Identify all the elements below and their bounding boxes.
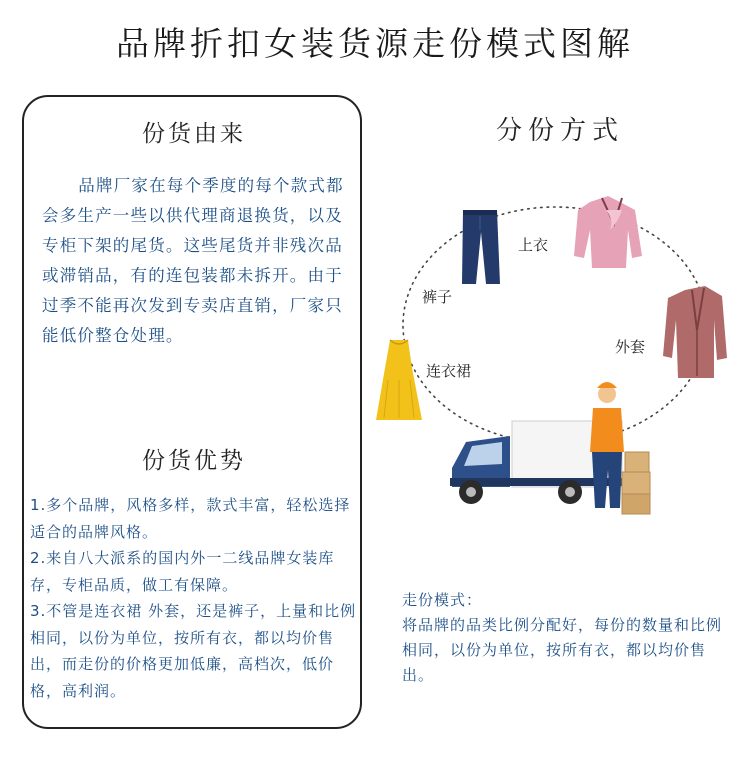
mode-description xyxy=(402,588,732,688)
label-dress: 连衣裙 xyxy=(426,362,472,380)
advantage-item-2: 2.来自八大派系的国内外一二线品牌女装库存，专柜品质，做工有保障。 xyxy=(30,549,335,594)
source-body: 品牌厂家在每个季度的每个款式都会多生产一些以供代理商退换货，以及专柜下架的尾货。这些尾货并非残次品或滞销品，有的连包装都未拆开。由于过季不能再次发到专卖店直销，厂家只能低价整仓处理。 xyxy=(42,176,344,345)
distribution-heading: 分份方式 xyxy=(495,116,624,146)
label-top: 上衣 xyxy=(518,236,549,254)
source-heading: 份货由来 xyxy=(142,121,246,147)
dress-icon xyxy=(376,340,422,420)
coat-icon xyxy=(663,286,727,378)
info-panel xyxy=(22,95,362,729)
advantage-item-3: 3.不管是连衣裙 外套，还是裤子，上量和比例相同，以份为单位，按所有衣，都以均价售出，而走份的价格更加低廉，高档次，低价格，高利润。 xyxy=(30,602,357,700)
blouse-icon xyxy=(574,196,642,268)
jeans-icon xyxy=(462,210,500,284)
mode-heading: 走份模式： xyxy=(402,591,483,609)
mode-body: 将品牌的品类比例分配好，每份的数量和比例相同，以份为单位，按所有衣，都以均价售出。 xyxy=(402,616,723,684)
worker-icon xyxy=(590,382,624,508)
boxes-icon xyxy=(622,452,650,514)
advantages-heading: 份货优势 xyxy=(142,448,246,474)
label-pants: 裤子 xyxy=(422,288,453,306)
label-coat: 外套 xyxy=(615,338,646,356)
advantages-list xyxy=(30,492,358,704)
page-title: 品牌折扣女装货源走份模式图解 xyxy=(116,24,634,63)
distribution-diagram xyxy=(370,180,750,540)
cycle-dotted-ring xyxy=(403,207,707,443)
advantage-item-1: 1.多个品牌，风格多样，款式丰富，轻松选择适合的品牌风格。 xyxy=(30,496,351,541)
